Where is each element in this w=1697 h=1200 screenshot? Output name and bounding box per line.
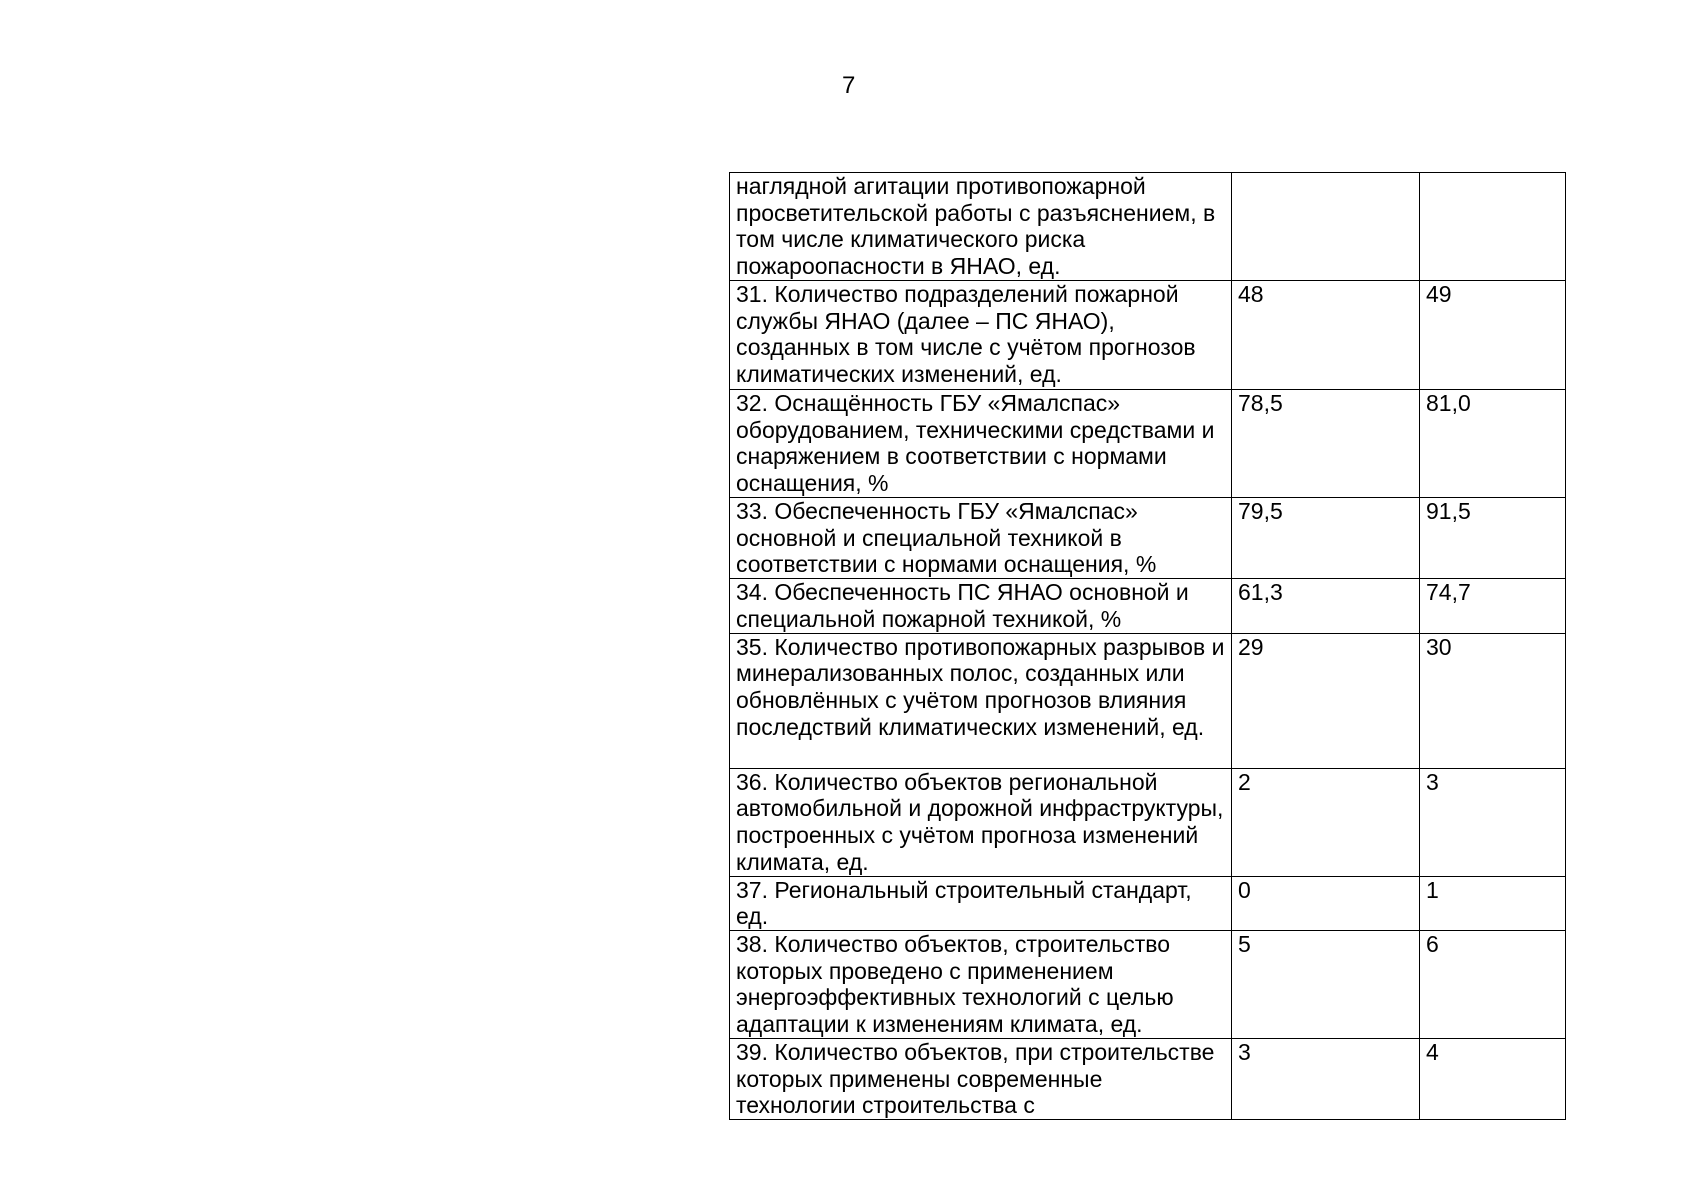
value-cell: 29 — [1232, 633, 1420, 768]
indicator-cell: 31. Количество подразделений пожарной службы ЯНАО (далее – ПС ЯНАО), созданных в том числе с учётом прогнозов климатических изменений, ед. — [730, 281, 1232, 390]
value-cell — [1232, 173, 1420, 281]
table-row — [730, 498, 1566, 579]
indicator-cell: 39. Количество объектов, при строительстве которых применены современные технологии строительства с — [730, 1038, 1232, 1119]
value-cell: 74,7 — [1420, 579, 1566, 633]
indicator-cell: 36. Количество объектов региональной автомобильной и дорожной инфраструктуры, построенных с учётом прогноза изменений климата, ед. — [730, 768, 1232, 876]
value-cell: 91,5 — [1420, 498, 1566, 579]
page-number: 7 — [842, 72, 856, 99]
table-row — [730, 930, 1566, 1038]
table-row — [730, 1038, 1566, 1119]
value-cell: 4 — [1420, 1038, 1566, 1119]
indicator-cell: 35. Количество противопожарных разрывов и минерализованных полос, созданных или обновлённых с учётом прогнозов влияния последствий климатических изменений, ед. — [730, 633, 1232, 768]
value-cell: 81,0 — [1420, 390, 1566, 498]
value-cell: 49 — [1420, 281, 1566, 390]
value-cell — [1420, 173, 1566, 281]
table-row — [730, 173, 1566, 281]
value-cell: 78,5 — [1232, 390, 1420, 498]
value-cell: 61,3 — [1232, 579, 1420, 633]
indicator-cell: 33. Обеспеченность ГБУ «Ямалспас» основной и специальной техникой в соответствии с нормами оснащения, % — [730, 498, 1232, 579]
indicator-cell: 37. Региональный строительный стандарт, ед. — [730, 876, 1232, 930]
value-cell: 48 — [1232, 281, 1420, 390]
value-cell: 0 — [1232, 876, 1420, 930]
table-row — [730, 579, 1566, 633]
indicator-cell: 38. Количество объектов, строительство которых проведено с применением энергоэффективных технологий с целью адаптации к изменениям климата, ед. — [730, 930, 1232, 1038]
value-cell: 5 — [1232, 930, 1420, 1038]
value-cell: 3 — [1232, 1038, 1420, 1119]
table-row — [730, 768, 1566, 876]
table-row — [730, 876, 1566, 930]
indicator-cell: наглядной агитации противопожарной просветительской работы с разъяснением, в том числе климатического риска пожароопасности в ЯНАО, ед. — [730, 173, 1232, 281]
table-row — [730, 281, 1566, 390]
value-cell: 1 — [1420, 876, 1566, 930]
value-cell: 2 — [1232, 768, 1420, 876]
value-cell: 79,5 — [1232, 498, 1420, 579]
value-cell: 6 — [1420, 930, 1566, 1038]
value-cell: 30 — [1420, 633, 1566, 768]
table-row — [730, 633, 1566, 768]
indicator-cell: 34. Обеспеченность ПС ЯНАО основной и специальной пожарной техникой, % — [730, 579, 1232, 633]
indicators-table — [729, 172, 1566, 1120]
table-row — [730, 390, 1566, 498]
indicator-cell: 32. Оснащённость ГБУ «Ямалспас» оборудованием, техническими средствами и снаряжением в соответствии с нормами оснащения, % — [730, 390, 1232, 498]
value-cell: 3 — [1420, 768, 1566, 876]
